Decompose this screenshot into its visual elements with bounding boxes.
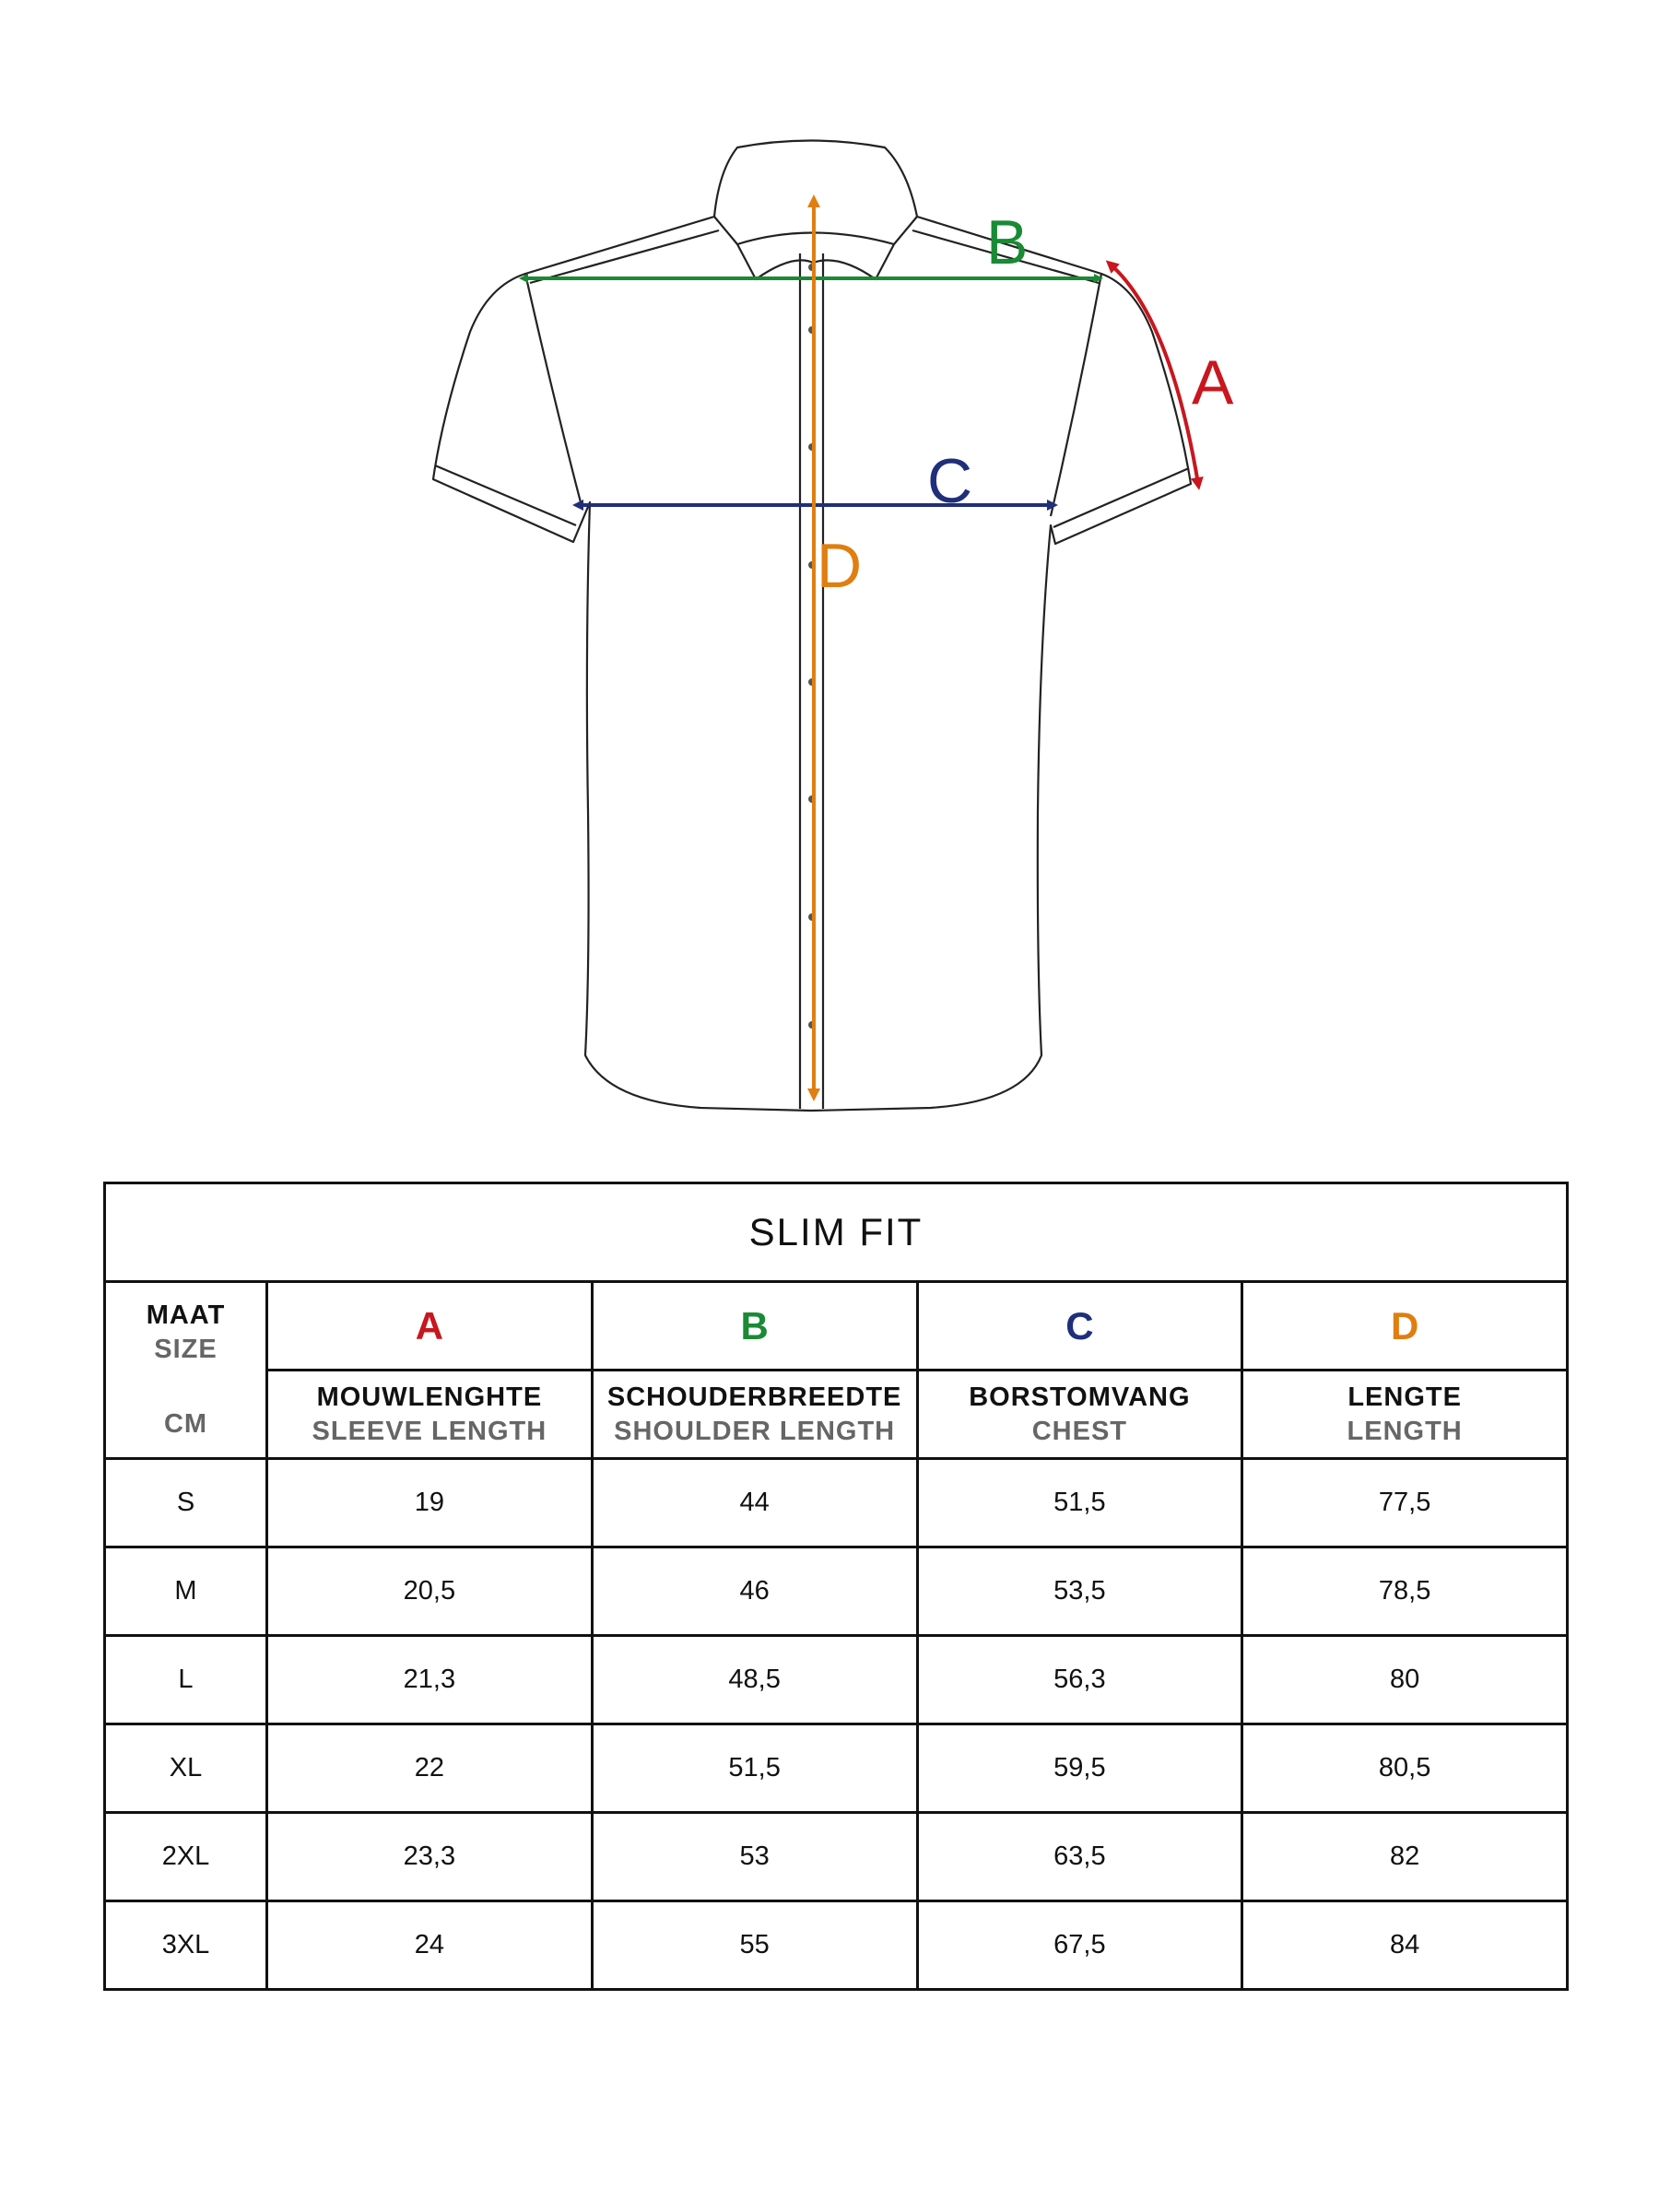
value-cell: 22 xyxy=(267,1724,593,1813)
value-cell: 80 xyxy=(1242,1636,1568,1724)
size-header-en: SIZE xyxy=(154,1335,218,1364)
table-title: SLIM FIT xyxy=(105,1183,1568,1282)
size-cell: 3XL xyxy=(105,1901,267,1990)
value-cell: 78,5 xyxy=(1242,1547,1568,1636)
value-cell: 55 xyxy=(592,1901,917,1990)
column-header-shoulder: SCHOUDERBREEDTE SHOULDER LENGTH xyxy=(592,1371,917,1459)
size-cell: L xyxy=(105,1636,267,1724)
label-c: C xyxy=(927,446,973,516)
column-header-length: LENGTE LENGTH xyxy=(1242,1371,1568,1459)
value-cell: 51,5 xyxy=(917,1459,1242,1547)
column-letter-c: C xyxy=(917,1282,1242,1371)
value-cell: 53 xyxy=(592,1813,917,1901)
value-cell: 48,5 xyxy=(592,1636,917,1724)
value-cell: 19 xyxy=(267,1459,593,1547)
value-cell: 63,5 xyxy=(917,1813,1242,1901)
value-cell: 59,5 xyxy=(917,1724,1242,1813)
size-cell: XL xyxy=(105,1724,267,1813)
value-cell: 23,3 xyxy=(267,1813,593,1901)
table-row xyxy=(105,1459,1568,1547)
column-header-chest: BORSTOMVANG CHEST xyxy=(917,1371,1242,1459)
value-cell: 82 xyxy=(1242,1813,1568,1901)
value-cell: 77,5 xyxy=(1242,1459,1568,1547)
value-cell: 21,3 xyxy=(267,1636,593,1724)
size-chart-table xyxy=(103,1182,1569,1991)
label-b: B xyxy=(986,207,1029,277)
size-cell: S xyxy=(105,1459,267,1547)
unit-label: CM xyxy=(163,1409,208,1439)
size-header-nl: MAAT xyxy=(146,1300,226,1330)
size-cell: M xyxy=(105,1547,267,1636)
value-cell: 84 xyxy=(1242,1901,1568,1990)
size-header xyxy=(105,1282,267,1459)
size-cell: 2XL xyxy=(105,1813,267,1901)
table-row xyxy=(105,1547,1568,1636)
value-cell: 24 xyxy=(267,1901,593,1990)
table-row xyxy=(105,1724,1568,1813)
value-cell: 44 xyxy=(592,1459,917,1547)
value-cell: 53,5 xyxy=(917,1547,1242,1636)
table-row xyxy=(105,1813,1568,1901)
value-cell: 46 xyxy=(592,1547,917,1636)
label-a: A xyxy=(1192,347,1234,418)
table-row xyxy=(105,1636,1568,1724)
value-cell: 51,5 xyxy=(592,1724,917,1813)
column-letter-a: A xyxy=(267,1282,593,1371)
value-cell: 80,5 xyxy=(1242,1724,1568,1813)
value-cell: 20,5 xyxy=(267,1547,593,1636)
column-header-sleeve: MOUWLENGHTE SLEEVE LENGTH xyxy=(267,1371,593,1459)
column-letter-d: D xyxy=(1242,1282,1568,1371)
column-letter-b: B xyxy=(592,1282,917,1371)
value-cell: 67,5 xyxy=(917,1901,1242,1990)
label-d: D xyxy=(817,531,863,601)
value-cell: 56,3 xyxy=(917,1636,1242,1724)
table-row xyxy=(105,1901,1568,1990)
